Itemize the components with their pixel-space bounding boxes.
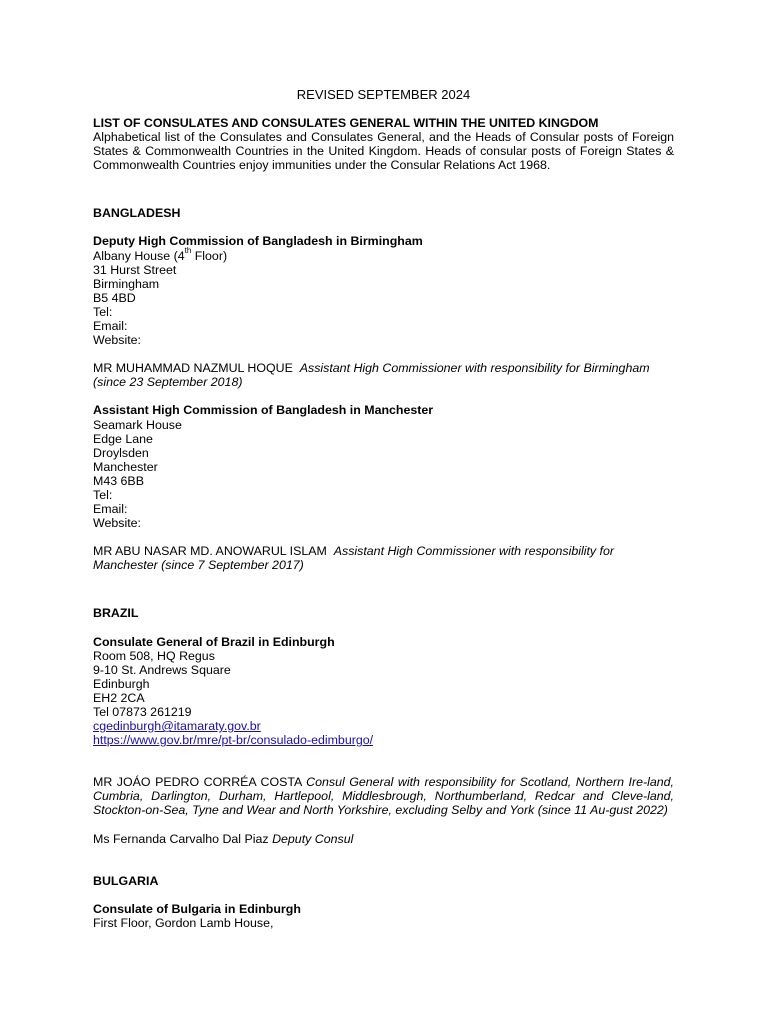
consular-deputy xyxy=(93,832,674,846)
office-name: Consulate of Bulgaria in Edinburgh xyxy=(93,901,301,916)
revised-date: REVISED SEPTEMBER 2024 xyxy=(296,87,471,102)
email-label: Email: xyxy=(93,502,128,517)
address-line: Room 508, HQ Regus xyxy=(93,648,215,663)
intro-paragraph: Alphabetical list of the Consulates and Consulates General, and the Heads of Consular posts of Foreign States & Commonwealth Countries in the United Kingdom. Heads of consular posts of Foreign States & Commonwealth Countries enjoy immunities under the Consular Relations Act 1968. xyxy=(93,130,674,173)
consular-head xyxy=(93,775,674,817)
office-name: Consulate General of Brazil in Edinburgh xyxy=(93,634,335,649)
country-heading-brazil: BRAZIL xyxy=(93,606,139,621)
document-page xyxy=(93,87,674,930)
person-name: MR JOÁO PEDRO CORRÉA COSTA xyxy=(93,775,302,790)
office-name: Deputy High Commission of Bangladesh in Birmingham xyxy=(93,234,423,249)
tel-label: Tel: xyxy=(93,304,113,319)
address-line xyxy=(93,246,674,263)
country-heading-bulgaria: BULGARIA xyxy=(93,873,159,888)
address-line: Edge Lane xyxy=(93,431,153,446)
person-role: Assistant High Commissioner with responsibility for Manchester (since 7 September 2017) xyxy=(93,544,615,573)
address-text: Albany House (4 xyxy=(93,248,185,263)
ordinal-suffix: th xyxy=(184,246,192,256)
office-bangladesh-manchester xyxy=(93,403,674,530)
address-line: First Floor, Gordon Lamb House, xyxy=(93,915,274,930)
email-link[interactable]: cgedinburgh@itamaraty.gov.br xyxy=(93,719,261,734)
consular-head xyxy=(93,361,674,389)
address-text: Floor) xyxy=(191,248,228,263)
spacer xyxy=(93,586,674,606)
office-brazil-edinburgh xyxy=(93,635,674,748)
address-city: Manchester xyxy=(93,459,158,474)
website-label: Website: xyxy=(93,516,141,531)
tel-label: Tel: xyxy=(93,487,113,502)
office-bangladesh-birmingham xyxy=(93,234,674,347)
office-name: Assistant High Commission of Bangladesh in Manchester xyxy=(93,403,434,418)
person-name: MR ABU NASAR MD. ANOWARUL ISLAM xyxy=(93,544,327,559)
address-city: Edinburgh xyxy=(93,676,150,691)
tel-number: Tel 07873 261219 xyxy=(93,705,192,719)
address-line: 9-10 St. Andrews Square xyxy=(93,662,231,677)
address-line: Droylsden xyxy=(93,445,149,460)
address-line: Seamark House xyxy=(93,417,182,432)
email-label: Email: xyxy=(93,319,128,334)
spacer xyxy=(93,761,674,775)
address-postcode: EH2 2CA xyxy=(93,690,145,705)
spacer xyxy=(93,860,674,874)
address-postcode: B5 4BD xyxy=(93,290,136,305)
person-name: MR MUHAMMAD NAZMUL HOQUE xyxy=(93,361,293,376)
spacer xyxy=(93,747,674,761)
website-link[interactable]: https://www.gov.br/mre/pt-br/consulado-edimburgo/ xyxy=(93,733,374,748)
consular-head xyxy=(93,544,674,572)
address-line: 31 Hurst Street xyxy=(93,262,177,277)
person-role: Assistant High Commissioner with responsibility for Birmingham (since 23 September 2018) xyxy=(93,361,650,390)
office-bulgaria-edinburgh xyxy=(93,902,674,930)
website-label: Website: xyxy=(93,333,141,348)
list-title: LIST OF CONSULATES AND CONSULATES GENERAL WITHIN THE UNITED KINGDOM xyxy=(93,116,599,130)
person-role: Deputy Consul xyxy=(272,831,354,846)
person-role: Consul General with responsibility for Scotland, Northern Ire-land, Cumbria, Darlington, Durham, Hartlepool, Middlesbrough, Northumberland, Redcar and Cleve-land, Stockton-on-Sea, Tyne and Wear and North Yorkshire, excluding Selby and York (since 11 Au-gust 2022) xyxy=(93,775,674,818)
country-heading-bangladesh: BANGLADESH xyxy=(93,206,181,221)
address-city: Birmingham xyxy=(93,276,160,291)
address-postcode: M43 6BB xyxy=(93,473,144,488)
person-name: Ms Fernanda Carvalho Dal Piaz xyxy=(93,831,269,846)
